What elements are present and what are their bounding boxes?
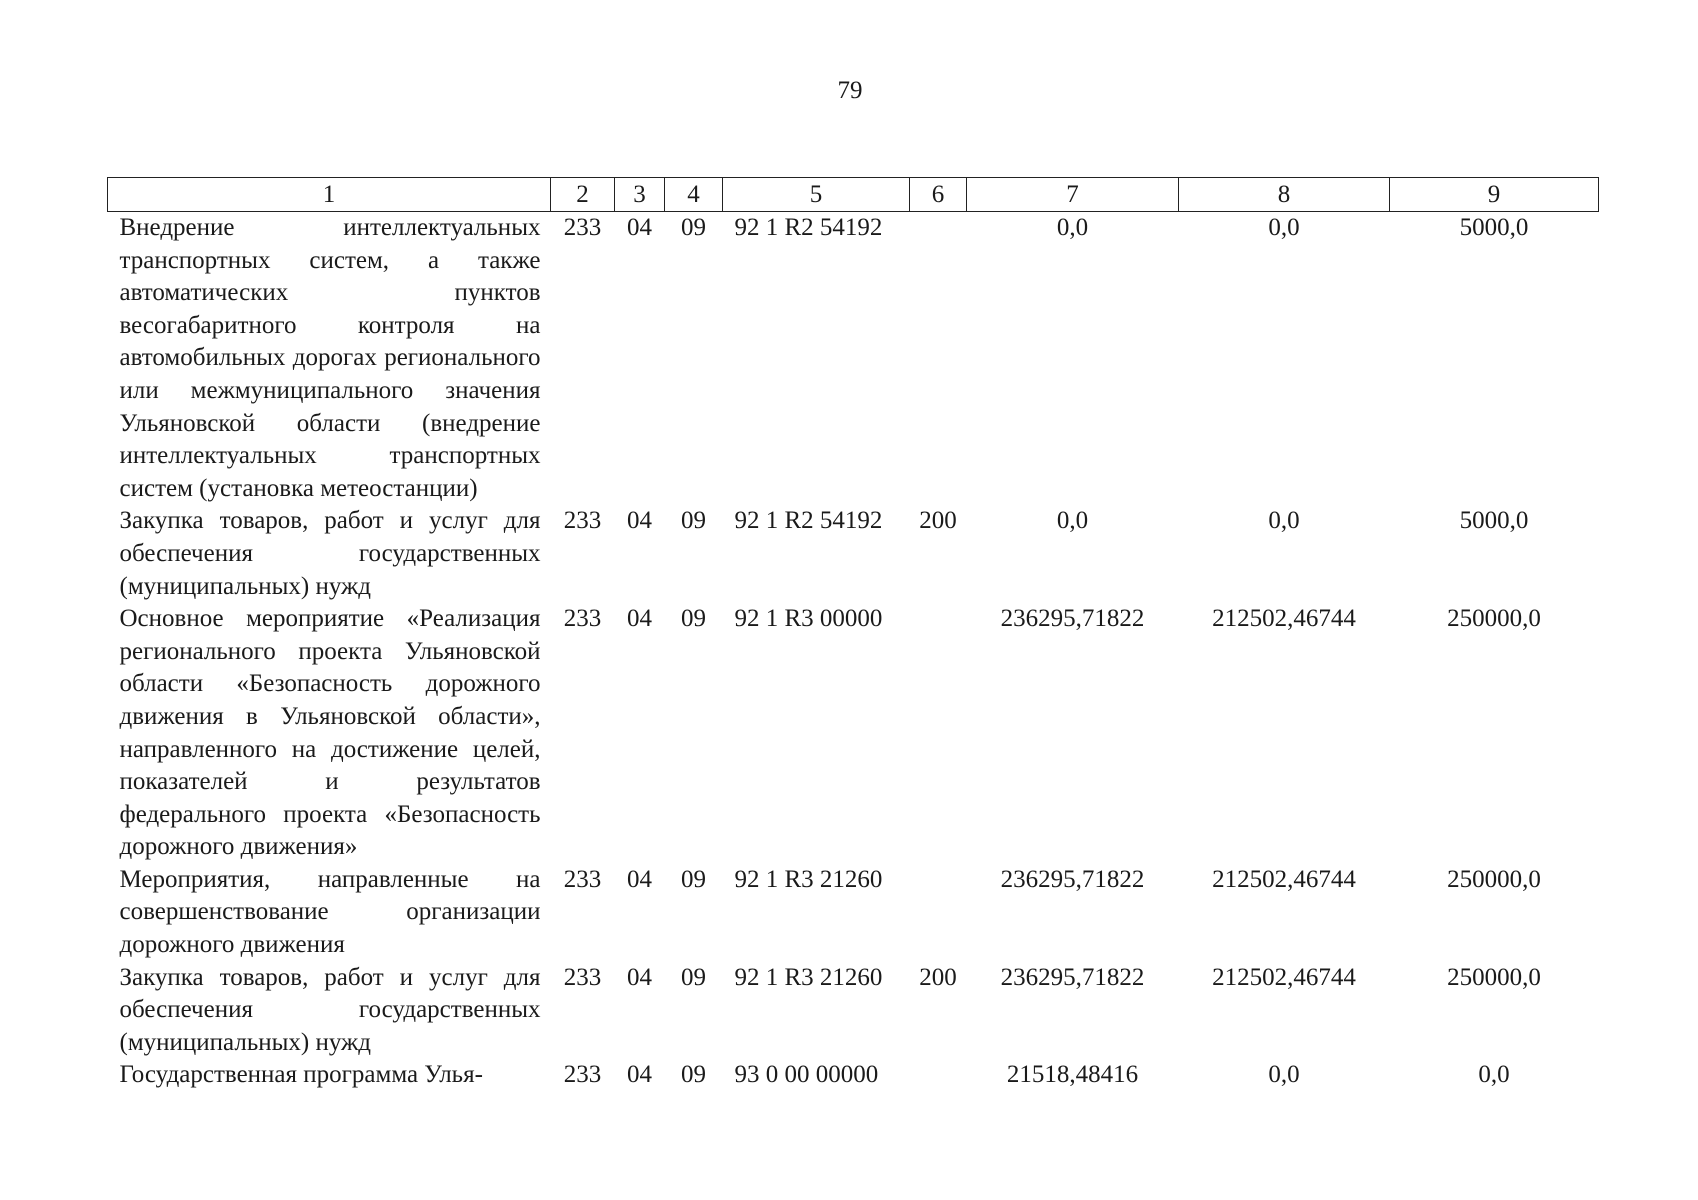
column-header-3: 3 [615, 178, 665, 212]
cell-col4: 09 [681, 865, 706, 893]
cell-col6 [910, 603, 967, 864]
row-name: Закупка товаров, работ и услуг для обеспечения государственных (муниципальных) нужд [119, 963, 541, 1056]
cell-col3: 04 [627, 214, 652, 241]
table-row [108, 505, 1599, 603]
table-row [108, 1059, 1599, 1092]
cell-col2: 233 [563, 963, 602, 991]
cell-col3: 04 [627, 1061, 652, 1089]
table-body [108, 212, 1599, 1093]
cell-col3: 04 [627, 865, 652, 893]
column-header-1: 1 [108, 178, 551, 212]
cell-col8: 0,0 [1268, 214, 1300, 241]
table-row [108, 962, 1599, 1060]
cell-col9: 5000,0 [1459, 507, 1529, 535]
row-name: Государственная программа Улья- [119, 1061, 483, 1089]
cell-col2: 233 [563, 214, 602, 241]
column-header-9: 9 [1390, 178, 1599, 212]
cell-col5: 92 1 R3 00000 [734, 605, 883, 633]
table-row [108, 603, 1599, 864]
cell-col7: 236295,71822 [1000, 605, 1145, 633]
cell-col4: 09 [681, 1061, 706, 1089]
column-header-6: 6 [910, 178, 967, 212]
table-header [108, 178, 1599, 212]
table-row [108, 864, 1599, 962]
cell-col7: 0,0 [1056, 214, 1089, 241]
cell-col9: 250000,0 [1447, 963, 1541, 991]
row-name: Внедрение интеллектуальных транспортных систем, а также автоматических пунктов весогабаритного контроля на автомобильных дорогах регионального или межмуниципального значения Ульяновской области (внедрение интеллектуальных транспортных систем (установка метеостанции) [119, 214, 541, 502]
column-header-2: 2 [551, 178, 615, 212]
cell-col5: 92 1 R3 21260 [734, 865, 883, 893]
cell-col9: 0,0 [1478, 1061, 1510, 1089]
cell-col4: 09 [681, 605, 706, 633]
cell-col8: 0,0 [1268, 507, 1300, 535]
column-header-4: 4 [665, 178, 723, 212]
cell-col5: 92 1 R2 54192 [734, 214, 883, 241]
header-row [108, 178, 1599, 212]
column-header-8: 8 [1179, 178, 1390, 212]
cell-col8: 212502,46744 [1212, 605, 1356, 633]
cell-col3: 04 [627, 963, 652, 991]
cell-col7: 21518,48416 [1006, 1061, 1139, 1089]
cell-col7: 236295,71822 [1000, 963, 1145, 991]
cell-col6 [910, 212, 967, 506]
cell-col5: 93 0 00 00000 [734, 1061, 879, 1089]
cell-col5: 92 1 R2 54192 [734, 507, 883, 535]
row-name: Закупка товаров, работ и услуг для обеспечения государственных (муниципальных) нужд [119, 507, 541, 600]
cell-col8: 212502,46744 [1212, 865, 1356, 893]
cell-col7: 0,0 [1056, 507, 1089, 535]
column-header-5: 5 [723, 178, 910, 212]
column-header-7: 7 [967, 178, 1179, 212]
row-name: Мероприятия, направленные на совершенствование организации дорожного движения [119, 865, 541, 959]
cell-col9: 5000,0 [1459, 214, 1529, 241]
cell-col5: 92 1 R3 21260 [734, 963, 883, 991]
cell-col9: 250000,0 [1447, 605, 1541, 633]
cell-col6: 200 [919, 507, 957, 535]
cell-col2: 233 [563, 1061, 602, 1089]
budget-table [107, 177, 1599, 1092]
cell-col6: 200 [919, 963, 957, 991]
cell-col3: 04 [627, 507, 652, 535]
cell-col4: 09 [681, 963, 706, 991]
cell-col2: 233 [563, 507, 602, 535]
cell-col8: 212502,46744 [1212, 963, 1356, 991]
table-row [108, 212, 1599, 506]
cell-col2: 233 [563, 865, 602, 893]
page-number: 79 [837, 77, 863, 104]
cell-col9: 250000,0 [1447, 865, 1541, 893]
cell-col7: 236295,71822 [1000, 865, 1145, 893]
cell-col3: 04 [627, 605, 652, 633]
cell-col6 [910, 1059, 967, 1092]
cell-col2: 233 [563, 605, 602, 633]
cell-col4: 09 [681, 214, 706, 241]
cell-col6 [910, 864, 967, 962]
row-name: Основное мероприятие «Реализация регионального проекта Ульяновской области «Безопасность дорожного движения в Ульяновской области», направленного на достижение целей, показателей и результатов федерального проекта «Безопасность дорожного движения» [119, 605, 541, 861]
cell-col8: 0,0 [1268, 1061, 1300, 1089]
cell-col4: 09 [681, 507, 706, 535]
